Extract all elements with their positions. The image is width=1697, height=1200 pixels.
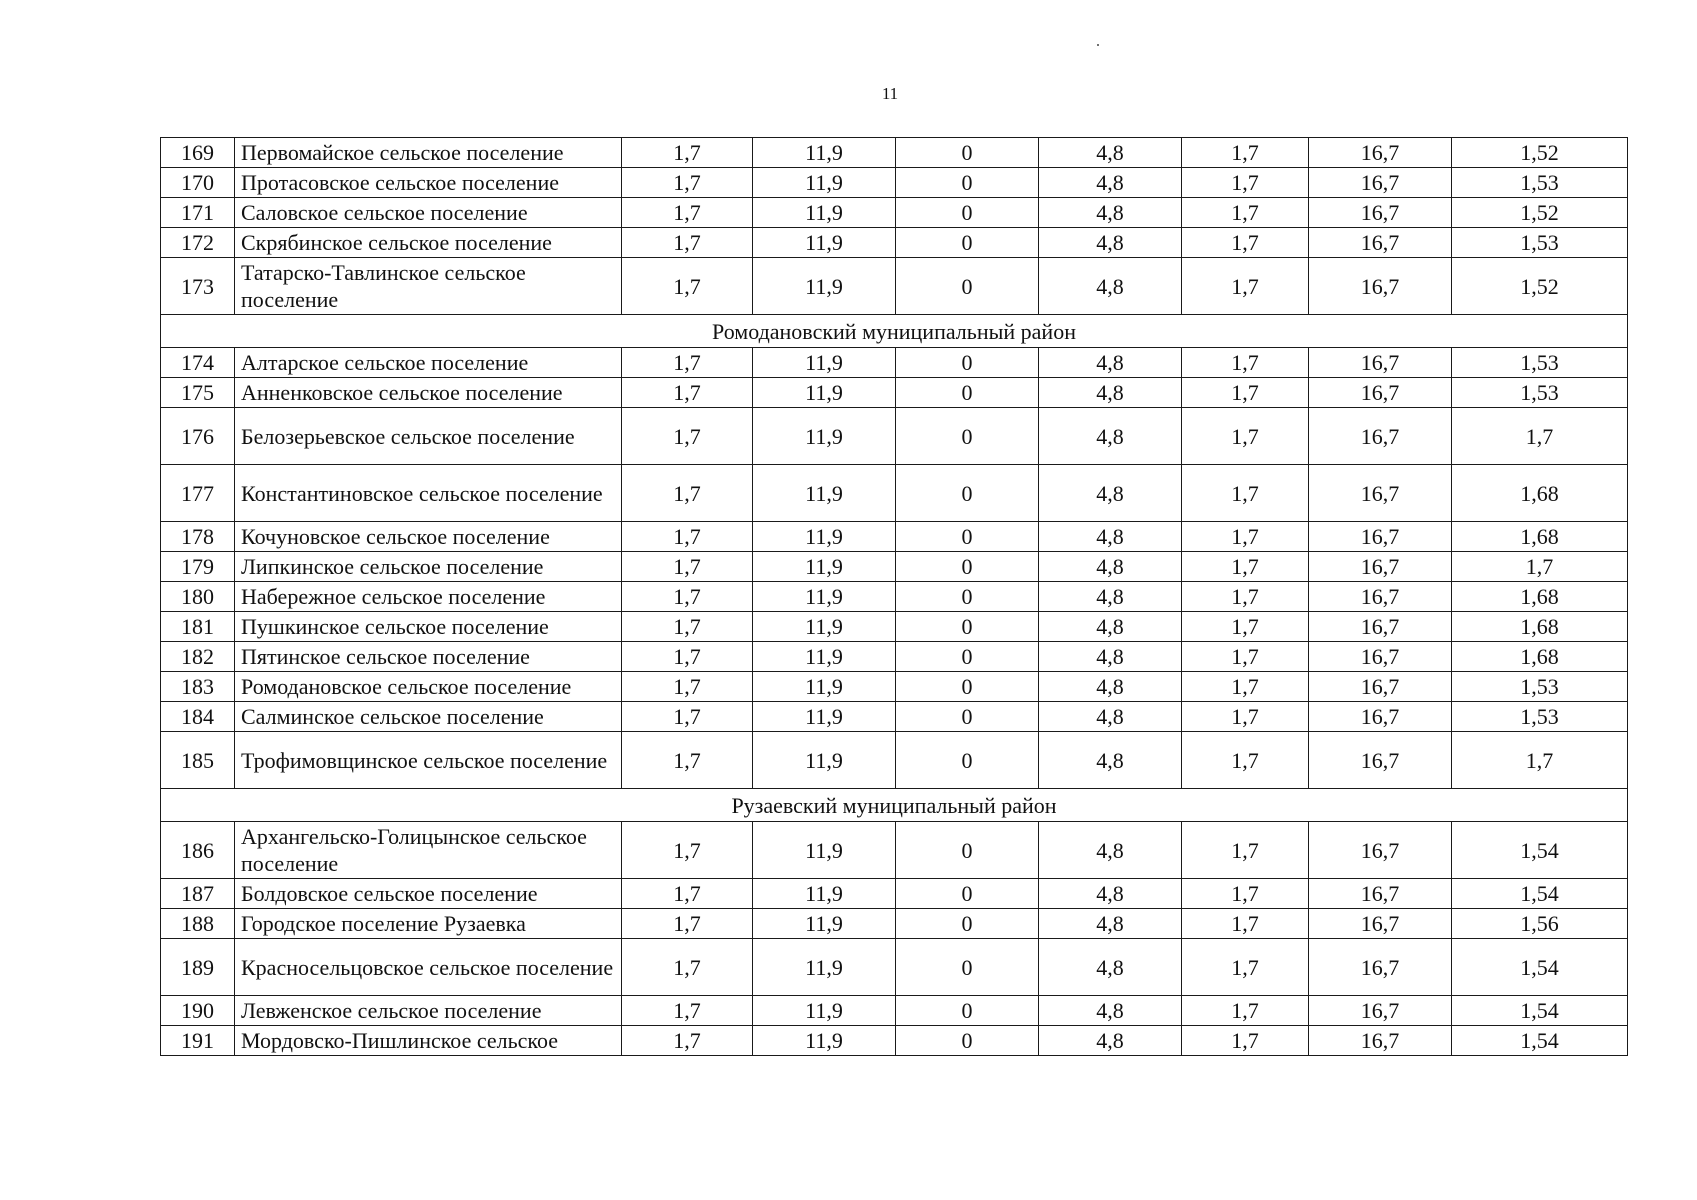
value-cell-5: 1,7 — [1182, 939, 1309, 996]
value-cell-3: 0 — [896, 822, 1039, 879]
value-cell-6: 16,7 — [1309, 168, 1452, 198]
value-cell-6: 16,7 — [1309, 582, 1452, 612]
settlement-name: Белозерьевское сельское поселение — [235, 408, 622, 465]
settlement-name: Красносельцовское сельское поселение — [235, 939, 622, 996]
value-cell-3: 0 — [896, 465, 1039, 522]
value-cell-5: 1,7 — [1182, 909, 1309, 939]
value-cell-2: 11,9 — [753, 522, 896, 552]
table-row — [161, 732, 1628, 789]
row-number: 172 — [161, 228, 235, 258]
value-cell-6: 16,7 — [1309, 732, 1452, 789]
value-cell-7: 1,54 — [1452, 822, 1628, 879]
value-cell-4: 4,8 — [1039, 879, 1182, 909]
value-cell-4: 4,8 — [1039, 348, 1182, 378]
value-cell-5: 1,7 — [1182, 1026, 1309, 1056]
page-number: 11 — [881, 84, 899, 103]
value-cell-4: 4,8 — [1039, 672, 1182, 702]
settlement-name: Алтарское сельское поселение — [235, 348, 622, 378]
value-cell-1: 1,7 — [622, 612, 753, 642]
value-cell-6: 16,7 — [1309, 348, 1452, 378]
value-cell-1: 1,7 — [622, 822, 753, 879]
value-cell-3: 0 — [896, 642, 1039, 672]
settlement-name: Скрябинское сельское поселение — [235, 228, 622, 258]
row-number: 169 — [161, 138, 235, 168]
row-number: 180 — [161, 582, 235, 612]
value-cell-4: 4,8 — [1039, 258, 1182, 315]
data-table — [160, 137, 1628, 1056]
settlement-name: Набережное сельское поселение — [235, 582, 622, 612]
value-cell-1: 1,7 — [622, 348, 753, 378]
table-row — [161, 1026, 1628, 1056]
value-cell-3: 0 — [896, 228, 1039, 258]
value-cell-7: 1,54 — [1452, 879, 1628, 909]
row-number: 174 — [161, 348, 235, 378]
row-number: 184 — [161, 702, 235, 732]
row-number: 191 — [161, 1026, 235, 1056]
table-row — [161, 612, 1628, 642]
table-row — [161, 909, 1628, 939]
value-cell-1: 1,7 — [622, 1026, 753, 1056]
value-cell-6: 16,7 — [1309, 552, 1452, 582]
value-cell-4: 4,8 — [1039, 522, 1182, 552]
value-cell-5: 1,7 — [1182, 168, 1309, 198]
value-cell-6: 16,7 — [1309, 612, 1452, 642]
settlement-name: Анненковское сельское поселение — [235, 378, 622, 408]
value-cell-7: 1,7 — [1452, 552, 1628, 582]
value-cell-5: 1,7 — [1182, 879, 1309, 909]
table-row — [161, 939, 1628, 996]
value-cell-4: 4,8 — [1039, 1026, 1182, 1056]
value-cell-4: 4,8 — [1039, 939, 1182, 996]
value-cell-3: 0 — [896, 408, 1039, 465]
row-number: 179 — [161, 552, 235, 582]
row-number: 171 — [161, 198, 235, 228]
value-cell-2: 11,9 — [753, 939, 896, 996]
value-cell-7: 1,68 — [1452, 612, 1628, 642]
value-cell-6: 16,7 — [1309, 408, 1452, 465]
value-cell-7: 1,52 — [1452, 198, 1628, 228]
value-cell-2: 11,9 — [753, 228, 896, 258]
value-cell-6: 16,7 — [1309, 909, 1452, 939]
row-number: 182 — [161, 642, 235, 672]
value-cell-6: 16,7 — [1309, 939, 1452, 996]
value-cell-2: 11,9 — [753, 348, 896, 378]
value-cell-5: 1,7 — [1182, 138, 1309, 168]
value-cell-7: 1,52 — [1452, 258, 1628, 315]
table-row — [161, 258, 1628, 315]
row-number: 175 — [161, 378, 235, 408]
settlement-name: Трофимовщинское сельское поселение — [235, 732, 622, 789]
value-cell-7: 1,7 — [1452, 408, 1628, 465]
value-cell-1: 1,7 — [622, 939, 753, 996]
value-cell-5: 1,7 — [1182, 465, 1309, 522]
settlement-name: Болдовское сельское поселение — [235, 879, 622, 909]
value-cell-2: 11,9 — [753, 198, 896, 228]
section-row — [161, 315, 1628, 348]
settlement-name: Татарско-Тавлинское сельское поселение — [235, 258, 622, 315]
value-cell-3: 0 — [896, 168, 1039, 198]
settlement-name: Архангельско-Голицынское сельское поселение — [235, 822, 622, 879]
table-row — [161, 702, 1628, 732]
value-cell-2: 11,9 — [753, 258, 896, 315]
value-cell-4: 4,8 — [1039, 168, 1182, 198]
settlement-name: Пушкинское сельское поселение — [235, 612, 622, 642]
table-row — [161, 198, 1628, 228]
value-cell-3: 0 — [896, 522, 1039, 552]
value-cell-3: 0 — [896, 996, 1039, 1026]
value-cell-3: 0 — [896, 258, 1039, 315]
value-cell-6: 16,7 — [1309, 642, 1452, 672]
value-cell-3: 0 — [896, 138, 1039, 168]
value-cell-6: 16,7 — [1309, 465, 1452, 522]
row-number: 176 — [161, 408, 235, 465]
value-cell-5: 1,7 — [1182, 672, 1309, 702]
settlement-name: Салминское сельское поселение — [235, 702, 622, 732]
table-row — [161, 582, 1628, 612]
value-cell-2: 11,9 — [753, 378, 896, 408]
value-cell-5: 1,7 — [1182, 378, 1309, 408]
settlement-name: Саловское сельское поселение — [235, 198, 622, 228]
table-row — [161, 879, 1628, 909]
value-cell-7: 1,53 — [1452, 348, 1628, 378]
section-title: Ромодановский муниципальный район — [161, 315, 1628, 348]
value-cell-3: 0 — [896, 1026, 1039, 1056]
value-cell-2: 11,9 — [753, 996, 896, 1026]
value-cell-5: 1,7 — [1182, 348, 1309, 378]
table-row — [161, 522, 1628, 552]
value-cell-7: 1,53 — [1452, 378, 1628, 408]
value-cell-1: 1,7 — [622, 465, 753, 522]
value-cell-4: 4,8 — [1039, 582, 1182, 612]
table-body — [161, 138, 1628, 1056]
value-cell-2: 11,9 — [753, 642, 896, 672]
settlement-name: Кочуновское сельское поселение — [235, 522, 622, 552]
value-cell-2: 11,9 — [753, 732, 896, 789]
value-cell-6: 16,7 — [1309, 228, 1452, 258]
value-cell-2: 11,9 — [753, 672, 896, 702]
settlement-name: Городское поселение Рузаевка — [235, 909, 622, 939]
table-row — [161, 672, 1628, 702]
value-cell-3: 0 — [896, 672, 1039, 702]
value-cell-5: 1,7 — [1182, 822, 1309, 879]
row-number: 186 — [161, 822, 235, 879]
value-cell-3: 0 — [896, 879, 1039, 909]
value-cell-6: 16,7 — [1309, 702, 1452, 732]
value-cell-4: 4,8 — [1039, 138, 1182, 168]
value-cell-1: 1,7 — [622, 552, 753, 582]
value-cell-2: 11,9 — [753, 879, 896, 909]
value-cell-1: 1,7 — [622, 642, 753, 672]
value-cell-5: 1,7 — [1182, 612, 1309, 642]
value-cell-3: 0 — [896, 378, 1039, 408]
table-row — [161, 378, 1628, 408]
value-cell-4: 4,8 — [1039, 612, 1182, 642]
value-cell-5: 1,7 — [1182, 552, 1309, 582]
value-cell-4: 4,8 — [1039, 996, 1182, 1026]
value-cell-1: 1,7 — [622, 378, 753, 408]
settlement-name: Пятинское сельское поселение — [235, 642, 622, 672]
value-cell-7: 1,54 — [1452, 996, 1628, 1026]
value-cell-4: 4,8 — [1039, 732, 1182, 789]
settlement-name: Мордовско-Пишлинское сельское — [235, 1026, 622, 1056]
value-cell-7: 1,7 — [1452, 732, 1628, 789]
value-cell-6: 16,7 — [1309, 1026, 1452, 1056]
value-cell-2: 11,9 — [753, 822, 896, 879]
value-cell-7: 1,53 — [1452, 228, 1628, 258]
table-row — [161, 465, 1628, 522]
value-cell-3: 0 — [896, 909, 1039, 939]
settlement-name: Первомайское сельское поселение — [235, 138, 622, 168]
value-cell-3: 0 — [896, 198, 1039, 228]
value-cell-2: 11,9 — [753, 465, 896, 522]
value-cell-7: 1,68 — [1452, 582, 1628, 612]
value-cell-4: 4,8 — [1039, 822, 1182, 879]
value-cell-1: 1,7 — [622, 909, 753, 939]
row-number: 190 — [161, 996, 235, 1026]
section-row — [161, 789, 1628, 822]
value-cell-4: 4,8 — [1039, 198, 1182, 228]
value-cell-6: 16,7 — [1309, 378, 1452, 408]
value-cell-5: 1,7 — [1182, 702, 1309, 732]
value-cell-7: 1,56 — [1452, 909, 1628, 939]
value-cell-2: 11,9 — [753, 612, 896, 642]
value-cell-1: 1,7 — [622, 198, 753, 228]
value-cell-2: 11,9 — [753, 168, 896, 198]
value-cell-2: 11,9 — [753, 702, 896, 732]
value-cell-5: 1,7 — [1182, 258, 1309, 315]
value-cell-6: 16,7 — [1309, 522, 1452, 552]
table-row — [161, 996, 1628, 1026]
settlement-name: Левженское сельское поселение — [235, 996, 622, 1026]
value-cell-5: 1,7 — [1182, 408, 1309, 465]
value-cell-3: 0 — [896, 702, 1039, 732]
value-cell-1: 1,7 — [622, 138, 753, 168]
row-number: 170 — [161, 168, 235, 198]
value-cell-4: 4,8 — [1039, 909, 1182, 939]
settlement-name: Ромодановское сельское поселение — [235, 672, 622, 702]
value-cell-2: 11,9 — [753, 1026, 896, 1056]
value-cell-2: 11,9 — [753, 138, 896, 168]
value-cell-1: 1,7 — [622, 408, 753, 465]
value-cell-6: 16,7 — [1309, 996, 1452, 1026]
scan-speck — [1097, 44, 1099, 46]
value-cell-7: 1,54 — [1452, 939, 1628, 996]
value-cell-7: 1,53 — [1452, 672, 1628, 702]
value-cell-5: 1,7 — [1182, 582, 1309, 612]
value-cell-1: 1,7 — [622, 522, 753, 552]
value-cell-1: 1,7 — [622, 258, 753, 315]
row-number: 181 — [161, 612, 235, 642]
value-cell-1: 1,7 — [622, 702, 753, 732]
value-cell-4: 4,8 — [1039, 228, 1182, 258]
row-number: 185 — [161, 732, 235, 789]
value-cell-3: 0 — [896, 552, 1039, 582]
value-cell-2: 11,9 — [753, 582, 896, 612]
value-cell-2: 11,9 — [753, 552, 896, 582]
settlement-name: Липкинское сельское поселение — [235, 552, 622, 582]
row-number: 183 — [161, 672, 235, 702]
value-cell-1: 1,7 — [622, 168, 753, 198]
row-number: 187 — [161, 879, 235, 909]
value-cell-4: 4,8 — [1039, 702, 1182, 732]
value-cell-5: 1,7 — [1182, 228, 1309, 258]
value-cell-1: 1,7 — [622, 879, 753, 909]
table-row — [161, 822, 1628, 879]
table-row — [161, 168, 1628, 198]
table-row — [161, 138, 1628, 168]
value-cell-3: 0 — [896, 348, 1039, 378]
row-number: 188 — [161, 909, 235, 939]
row-number: 178 — [161, 522, 235, 552]
value-cell-7: 1,68 — [1452, 642, 1628, 672]
value-cell-7: 1,68 — [1452, 465, 1628, 522]
value-cell-6: 16,7 — [1309, 198, 1452, 228]
value-cell-3: 0 — [896, 732, 1039, 789]
value-cell-6: 16,7 — [1309, 822, 1452, 879]
value-cell-1: 1,7 — [622, 672, 753, 702]
table-row — [161, 408, 1628, 465]
value-cell-7: 1,52 — [1452, 138, 1628, 168]
value-cell-3: 0 — [896, 612, 1039, 642]
value-cell-7: 1,53 — [1452, 702, 1628, 732]
value-cell-6: 16,7 — [1309, 879, 1452, 909]
table-row — [161, 228, 1628, 258]
value-cell-7: 1,68 — [1452, 522, 1628, 552]
value-cell-3: 0 — [896, 582, 1039, 612]
value-cell-4: 4,8 — [1039, 465, 1182, 522]
value-cell-6: 16,7 — [1309, 672, 1452, 702]
value-cell-4: 4,8 — [1039, 552, 1182, 582]
value-cell-2: 11,9 — [753, 909, 896, 939]
table-row — [161, 552, 1628, 582]
value-cell-5: 1,7 — [1182, 732, 1309, 789]
value-cell-4: 4,8 — [1039, 408, 1182, 465]
value-cell-2: 11,9 — [753, 408, 896, 465]
value-cell-3: 0 — [896, 939, 1039, 996]
value-cell-5: 1,7 — [1182, 642, 1309, 672]
value-cell-1: 1,7 — [622, 582, 753, 612]
value-cell-5: 1,7 — [1182, 996, 1309, 1026]
value-cell-6: 16,7 — [1309, 258, 1452, 315]
value-cell-1: 1,7 — [622, 996, 753, 1026]
row-number: 177 — [161, 465, 235, 522]
value-cell-4: 4,8 — [1039, 378, 1182, 408]
value-cell-1: 1,7 — [622, 228, 753, 258]
table-row — [161, 348, 1628, 378]
row-number: 189 — [161, 939, 235, 996]
section-title: Рузаевский муниципальный район — [161, 789, 1628, 822]
value-cell-7: 1,53 — [1452, 168, 1628, 198]
value-cell-4: 4,8 — [1039, 642, 1182, 672]
value-cell-5: 1,7 — [1182, 198, 1309, 228]
value-cell-1: 1,7 — [622, 732, 753, 789]
row-number: 173 — [161, 258, 235, 315]
settlement-name: Протасовское сельское поселение — [235, 168, 622, 198]
value-cell-5: 1,7 — [1182, 522, 1309, 552]
table-row — [161, 642, 1628, 672]
value-cell-6: 16,7 — [1309, 138, 1452, 168]
settlement-name: Константиновское сельское поселение — [235, 465, 622, 522]
value-cell-7: 1,54 — [1452, 1026, 1628, 1056]
